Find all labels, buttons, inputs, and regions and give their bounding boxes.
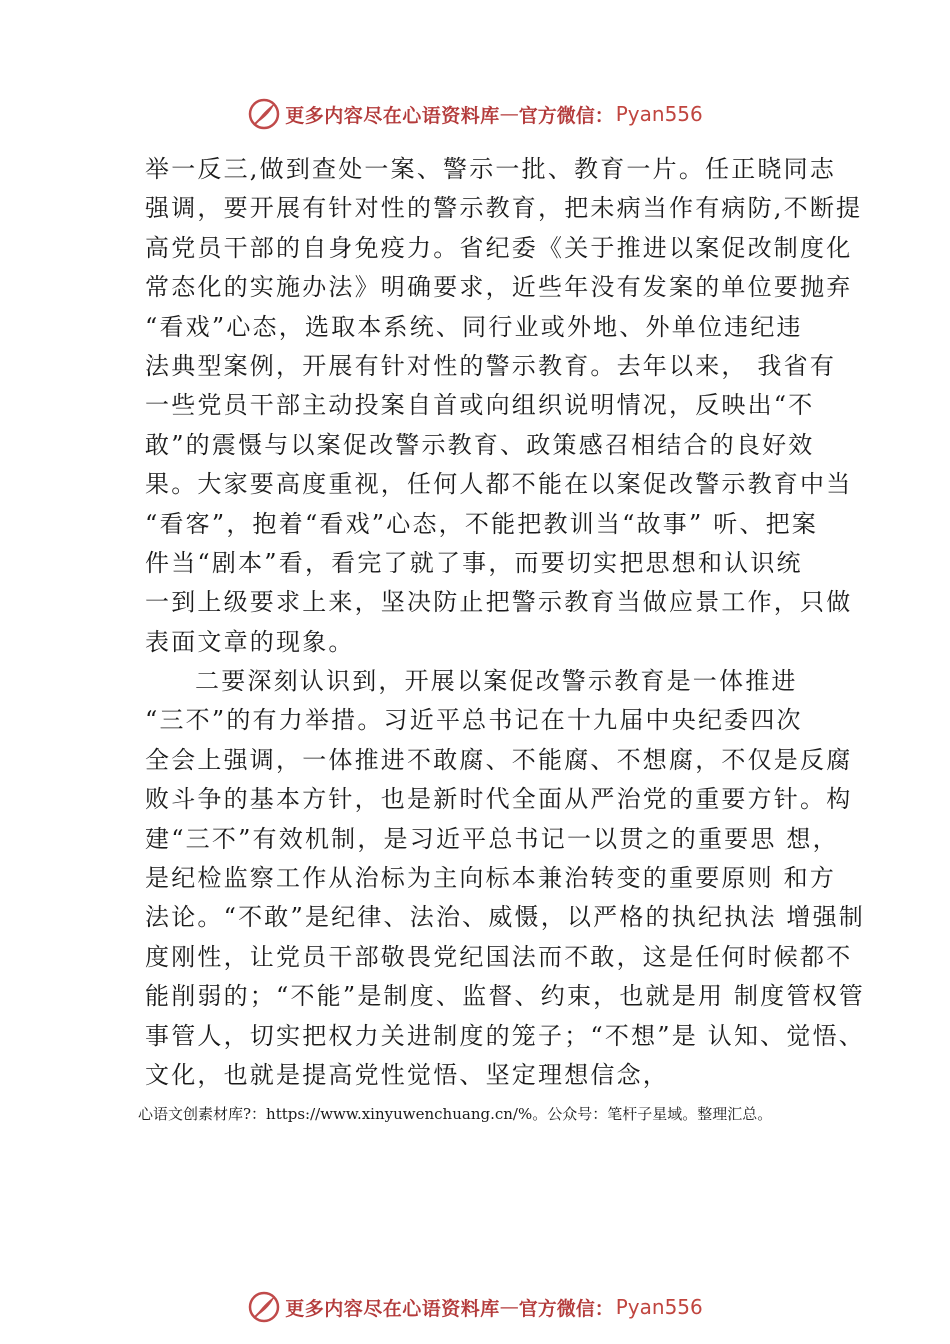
body-line: “看戏”心态，选取本系统、同行业或外地、外单位违纪违 (145, 312, 803, 341)
article-body (145, 150, 865, 1095)
quill-logo-icon (247, 1290, 281, 1324)
banner-separator: — (499, 1296, 519, 1318)
body-line: 建“三不”有效机制，是习近平总书记一以贯之的重要思 想， (145, 824, 839, 853)
banner-wechat-id: Pyan556 (615, 102, 703, 126)
body-line: 表面文章的现象。 (145, 627, 355, 656)
paragraph-start-line: 二要深刻认识到，开展以案促改警示教育是一体推进 (195, 667, 798, 696)
body-line: 一些党员干部主动投案自首或向组织说明情况，反映出“不 (145, 391, 815, 420)
banner-wechat-label: 官方微信： (518, 104, 614, 127)
body-line: 一到上级要求上来，坚决防止把警示教育当做应景工作，只做 (145, 588, 853, 617)
body-line: 度刚性，让党员干部敬畏党纪国法而不敢，这是任何时候都不 (145, 942, 853, 971)
banner-brand: 更多内容尽在心语资料库 (285, 104, 500, 127)
body-line: 果。大家要高度重视，任何人都不能在以案促改警示教育中当 (145, 470, 853, 499)
body-line: 败斗争的基本方针，也是新时代全面从严治党的重要方针。构 (145, 785, 853, 814)
quill-logo-icon (247, 97, 281, 131)
body-line: 件当“剧本”看，看完了就了事，而要切实把思想和认识统 (145, 548, 803, 577)
body-line: 法典型案例，开展有针对性的警示教育。去年以来， 我省有 (145, 351, 837, 380)
body-line: 强调，要开展有针对性的警示教育，把未病当作有病防,不断提 (145, 194, 863, 223)
body-line: 法论。“不敢”是纪律、法治、威慑，以严格的执纪执法 增强制 (145, 903, 865, 932)
banner-separator: — (499, 103, 519, 125)
source-footnote: 心语文创素材库?：https://www.xinyuwenchuang.cn/%。公众号：笔杆子星域。整理汇总。 (138, 1105, 773, 1123)
banner-brand: 更多内容尽在心语资料库 (285, 1297, 500, 1320)
body-line: “三不”的有力举措。习近平总书记在十九届中央纪委四次 (145, 706, 803, 735)
body-line: 能削弱的；“不能”是制度、监督、约束，也就是用 制度管权管 (145, 982, 865, 1011)
body-line: 常态化的实施办法》明确要求，近些年没有发案的单位要抛弃 (145, 273, 853, 302)
body-line: 是纪检监察工作从治标为主向标本兼治转变的重要原则 和方 (145, 864, 837, 893)
body-line: “看客”，抱着“看戏”心态，不能把教训当“故事” 听、把案 (145, 509, 819, 538)
header-banner (0, 94, 950, 134)
body-line: 事管人，切实把权力关进制度的笼子；“不想”是 认知、觉悟、 (145, 1021, 865, 1050)
body-line: 举一反三,做到查处一案、警示一批、教育一片。任正晓同志 (145, 155, 837, 183)
body-line: 高党员干部的自身免疫力。省纪委《关于推进以案促改制度化 (145, 233, 853, 262)
body-line: 全会上强调，一体推进不敢腐、不能腐、不想腐，不仅是反腐 (145, 745, 853, 774)
body-line: 敢”的震慑与以案促改警示教育、政策感召相结合的良好效 (145, 430, 815, 459)
footer-banner (0, 1287, 950, 1327)
banner-wechat-id: Pyan556 (615, 1295, 703, 1319)
banner-wechat-label: 官方微信： (518, 1297, 614, 1320)
body-line: 文化，也就是提高党性觉悟、坚定理想信念， (145, 1060, 669, 1089)
